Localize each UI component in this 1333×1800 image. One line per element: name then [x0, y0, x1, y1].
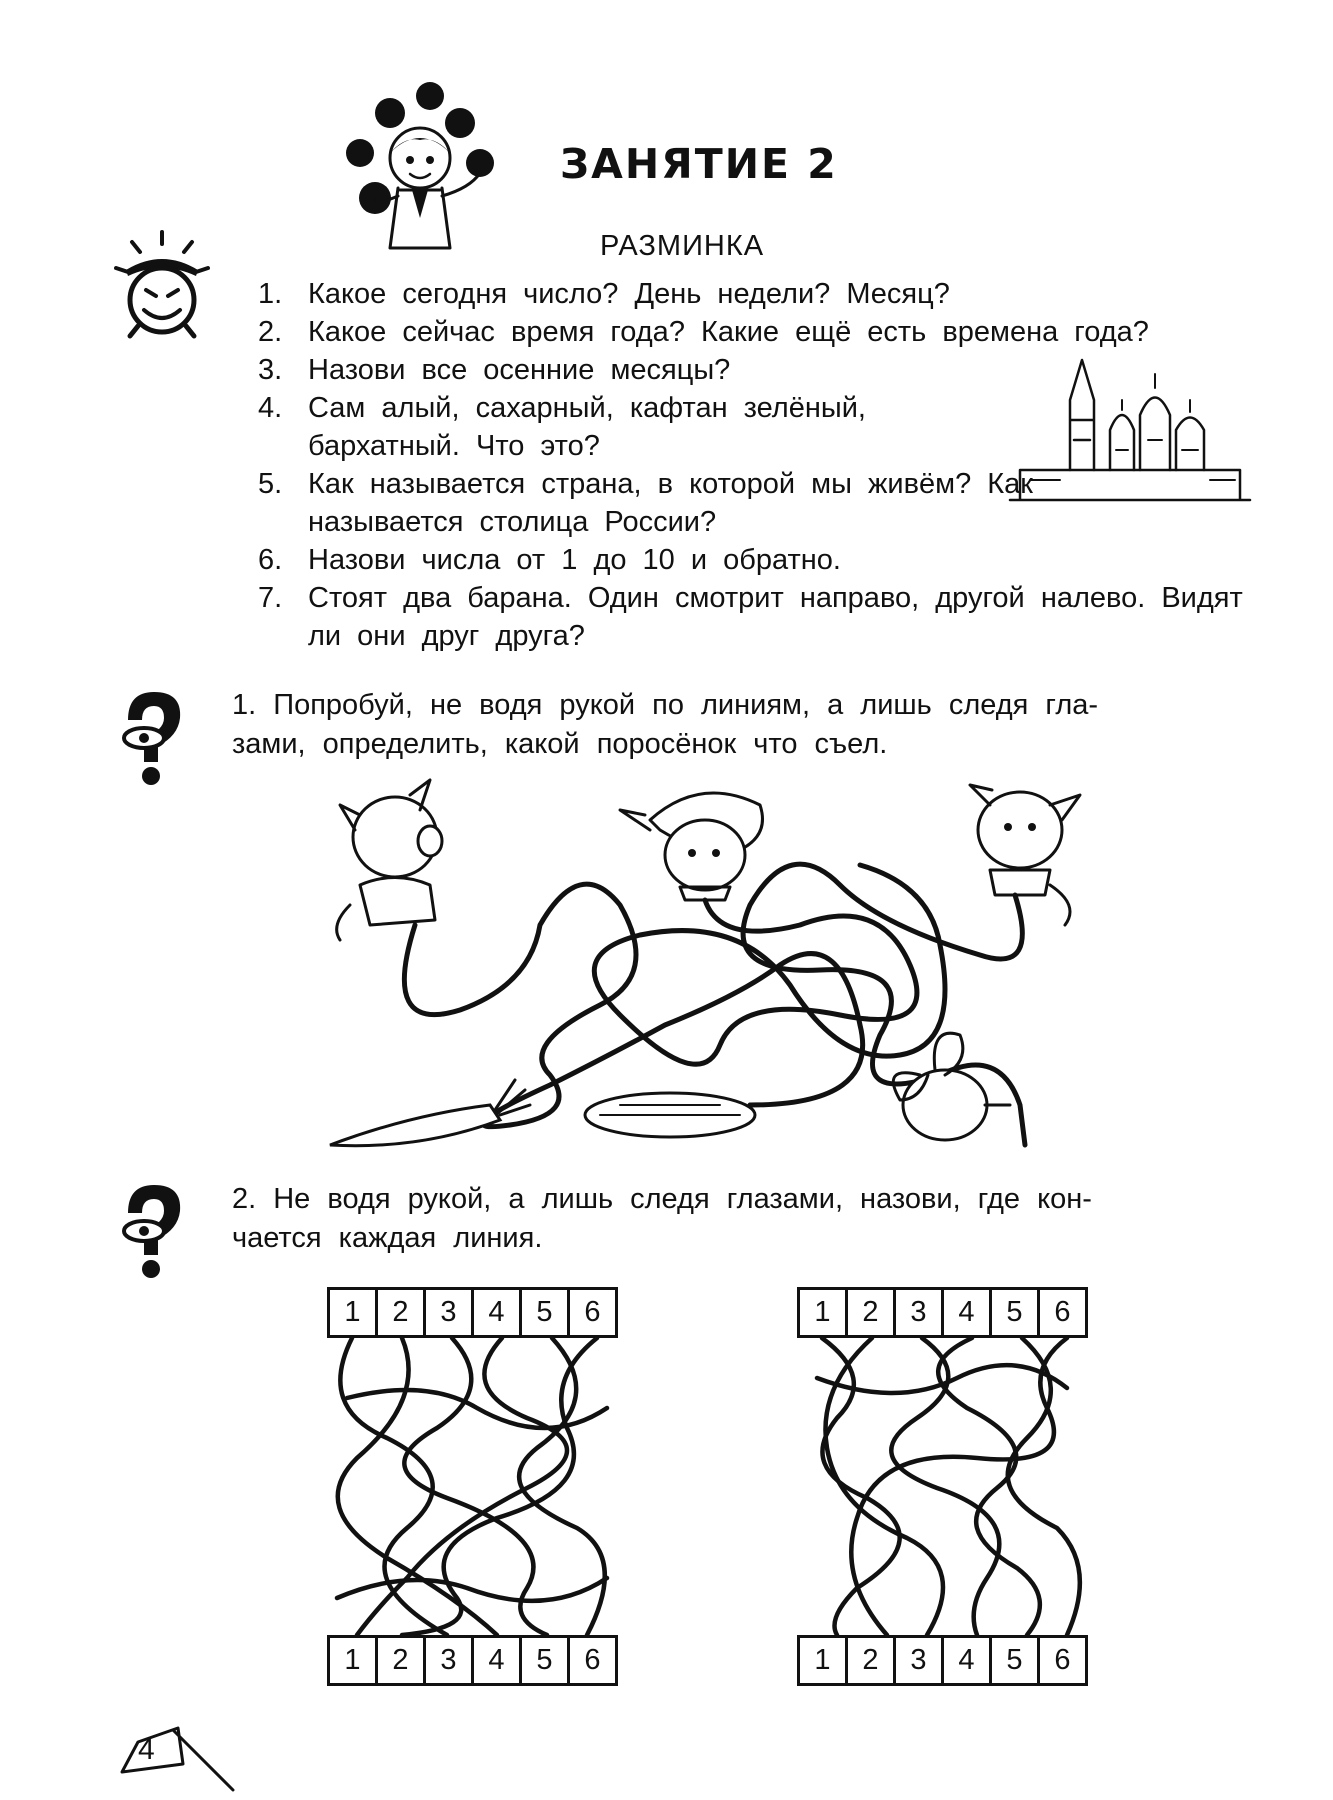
- grid-cell: 2: [375, 1287, 426, 1338]
- grid-cell: 3: [893, 1635, 944, 1686]
- warmup-item-number: 7.: [258, 582, 283, 614]
- grid-cell: 1: [797, 1287, 848, 1338]
- task-2-line: 2. Не водя рукой, а лишь следя глазами, назови, где кон-: [232, 1183, 1092, 1215]
- task-2-text: [232, 1180, 1272, 1258]
- question-eye-icon: [118, 690, 188, 790]
- right-grid-lines: [797, 1338, 1087, 1635]
- left-grid-lines: [327, 1338, 617, 1635]
- task-1-text: [232, 686, 1272, 764]
- pig-icon: [620, 793, 763, 900]
- kremlin-icon: [1010, 360, 1250, 510]
- question-eye-icon: [118, 1183, 188, 1283]
- warmup-item-text: Назови числа от 1 до 10 и обратно.: [308, 544, 841, 576]
- warmup-item-number: 6.: [258, 544, 283, 576]
- grid-cell: 6: [567, 1287, 618, 1338]
- grid-cell: 2: [375, 1635, 426, 1686]
- warmup-item-number: 3.: [258, 354, 283, 386]
- grid-cell: 2: [845, 1635, 896, 1686]
- warmup-item-number: 2.: [258, 316, 283, 348]
- cucumber-icon: [585, 1093, 755, 1137]
- juggler-icon: [330, 78, 500, 258]
- warmup-item-number: 4.: [258, 392, 283, 424]
- warmup-item-text: Как называется страна, в которой мы живём? Как называется столица России?: [308, 468, 1033, 538]
- warmup-item-text: Стоят два барана. Один смотрит направо, другой налево. Видят ли они друг друга?: [308, 582, 1243, 652]
- alarm-clock-icon: [112, 228, 212, 338]
- task-1-line: 1. Попробуй, не водя рукой по линиям, а лишь следя гла-: [232, 689, 1099, 721]
- grid-cell: 1: [797, 1635, 848, 1686]
- right-grid-bottom-row: [797, 1635, 1085, 1686]
- grid-cell: 1: [327, 1635, 378, 1686]
- grid-cell: 6: [1037, 1287, 1088, 1338]
- warmup-item: [258, 579, 1278, 655]
- grid-cell: 3: [893, 1287, 944, 1338]
- warmup-item-text: Назови все осенние месяцы?: [308, 354, 731, 386]
- warmup-item-number: 5.: [258, 468, 283, 500]
- beet-icon: [893, 1033, 1010, 1140]
- grid-cell: 6: [1037, 1635, 1088, 1686]
- grid-cell: 6: [567, 1635, 618, 1686]
- warmup-item-text: Какое сейчас время года? Какие ещё есть времена года?: [308, 316, 1149, 348]
- warmup-item: [258, 465, 1038, 541]
- warmup-item-text: Какое сегодня число? День недели? Месяц?: [308, 278, 950, 310]
- grid-cell: 4: [471, 1635, 522, 1686]
- grid-cell: 4: [941, 1287, 992, 1338]
- grid-cell: 4: [471, 1287, 522, 1338]
- warmup-item-text: Сам алый, сахарный, кафтан зелёный, бархатный. Что это?: [308, 392, 866, 462]
- left-grid-bottom-row: [327, 1635, 615, 1686]
- page-number: 4: [138, 1733, 155, 1766]
- task-1-line: зами, определить, какой поросёнок что съел.: [232, 728, 888, 760]
- grid-cell: 5: [989, 1287, 1040, 1338]
- grid-cell: 1: [327, 1287, 378, 1338]
- task-2-line: чается каждая линия.: [232, 1222, 543, 1254]
- warmup-item: [258, 541, 1278, 579]
- page-flag-icon: [118, 1722, 238, 1792]
- pig-maze: [320, 775, 1100, 1160]
- lesson-title: ЗАНЯТИЕ 2: [560, 140, 838, 188]
- grid-cell: 2: [845, 1287, 896, 1338]
- right-grid-top-row: [797, 1287, 1085, 1338]
- grid-cell: 4: [941, 1635, 992, 1686]
- warmup-item: [258, 313, 1278, 351]
- pig-icon: [337, 780, 442, 940]
- carrot-icon: [330, 1080, 530, 1146]
- grid-cell: 3: [423, 1635, 474, 1686]
- pig-icon: [970, 785, 1080, 925]
- warmup-item: [258, 389, 1018, 465]
- section-subtitle: РАЗМИНКА: [600, 230, 765, 262]
- grid-cell: 3: [423, 1287, 474, 1338]
- warmup-item-number: 1.: [258, 278, 283, 310]
- warmup-item: [258, 275, 1278, 313]
- grid-cell: 5: [519, 1635, 570, 1686]
- grid-cell: 5: [989, 1635, 1040, 1686]
- grid-cell: 5: [519, 1287, 570, 1338]
- left-grid-top-row: [327, 1287, 615, 1338]
